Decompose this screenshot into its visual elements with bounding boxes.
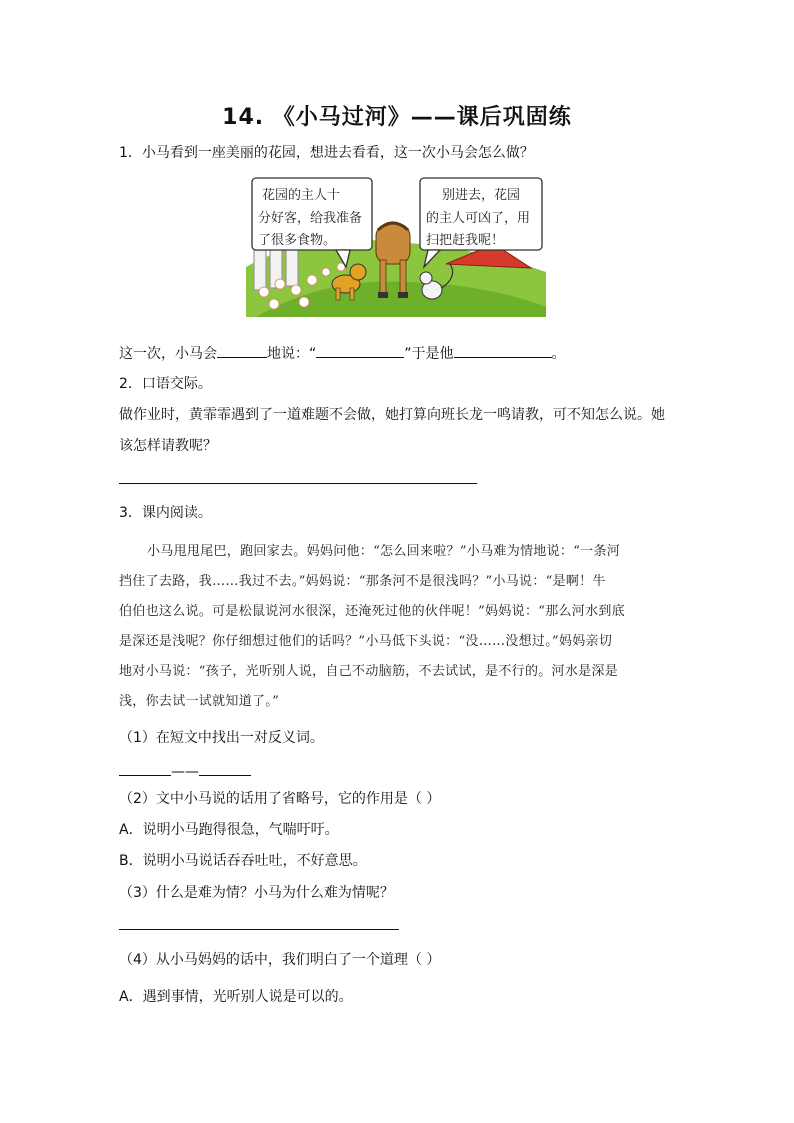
- sub-question-4: （4）从小马妈妈的话中，我们明白了一个道理（ ）: [119, 952, 441, 968]
- passage-line-6: 浅，你去试一试就知道了。”: [119, 694, 280, 709]
- question-1-prompt: 1．小马看到一座美丽的花园，想进去看看，这一次小马会怎么做？: [119, 145, 534, 161]
- bubble-left-line-1: 花园的主人十: [262, 188, 341, 203]
- bubble-left-line-2: 分好客，给我准备: [258, 211, 363, 226]
- option-2-b[interactable]: B．说明小马说话吞吞吐吐，不好意思。: [119, 853, 367, 869]
- bubble-left-line-3: 了很多食物。: [258, 233, 337, 248]
- question-2-heading: 2．口语交际。: [119, 376, 212, 392]
- sub-question-1-answer: [119, 760, 251, 782]
- question-2-body-1: 做作业时，黄霏霏遇到了一道难题不会做，她打算向班长龙一鸣请教，可不知怎么说。她: [119, 407, 665, 423]
- question-2-body-2: 该怎样请教呢？: [119, 438, 217, 454]
- antonym-blank-1[interactable]: [119, 760, 171, 776]
- option-2-a[interactable]: A．说明小马跑得很急，气喘吁吁。: [119, 822, 339, 838]
- passage-line-5: 地对小马说：“孩子，光听别人说，自己不动脑筋，不去试试，是不行的。河水是深是: [119, 664, 619, 679]
- answer-blank-2[interactable]: [316, 342, 404, 358]
- question-2-answer-line[interactable]: [119, 483, 477, 484]
- answer-blank-1[interactable]: [217, 342, 267, 358]
- sub-question-3-answer-line[interactable]: [119, 929, 399, 930]
- reading-passage: [119, 540, 679, 709]
- bubble-right-line-3: 扫把赶我呢！: [426, 233, 505, 248]
- page-title: 14. 《小马过河》——课后巩固练: [222, 105, 572, 130]
- bubble-right-line-2: 的主人可凶了，用: [426, 211, 531, 226]
- answer-blank-3[interactable]: [454, 342, 552, 358]
- bubble-right-line-1: 别进去，花园: [442, 188, 521, 203]
- passage-line-2: 挡住了去路，我……我过不去。”妈妈说：“那条河不是很浅吗？”小马说：“是啊！牛: [119, 574, 606, 589]
- fill-text-4: 。: [551, 346, 566, 362]
- fill-text-2: 地说：“: [267, 346, 317, 362]
- question-1-fill-line: [119, 342, 566, 364]
- antonym-dash: ——: [171, 764, 199, 780]
- passage-line-3: 伯伯也这么说。可是松鼠说河水很深，还淹死过他的伙伴呢！”妈妈说：“那么河水到底: [119, 604, 625, 619]
- sub-question-3: （3）什么是难为情？小马为什么难为情呢？: [119, 885, 394, 901]
- fill-text-3: ”于是他: [404, 346, 454, 362]
- sub-question-1: （1）在短文中找出一对反义词。: [119, 730, 324, 746]
- pony-illustration: [246, 172, 546, 317]
- passage-line-4: 是深还是浅呢？你仔细想过他们的话吗？”小马低下头说：“没……没想过。”妈妈亲切: [119, 634, 613, 649]
- sub-question-2: （2）文中小马说的话用了省略号，它的作用是（ ）: [119, 791, 441, 807]
- option-4-a[interactable]: A．遇到事情，光听别人说是可以的。: [119, 989, 353, 1005]
- antonym-blank-2[interactable]: [199, 760, 251, 776]
- passage-line-1: 小马甩甩尾巴，跑回家去。妈妈问他：“怎么回来啦？”小马难为情地说：“一条河: [147, 544, 621, 559]
- fill-text-1: 这一次，小马会: [119, 346, 217, 362]
- question-3-heading: 3．课内阅读。: [119, 505, 212, 521]
